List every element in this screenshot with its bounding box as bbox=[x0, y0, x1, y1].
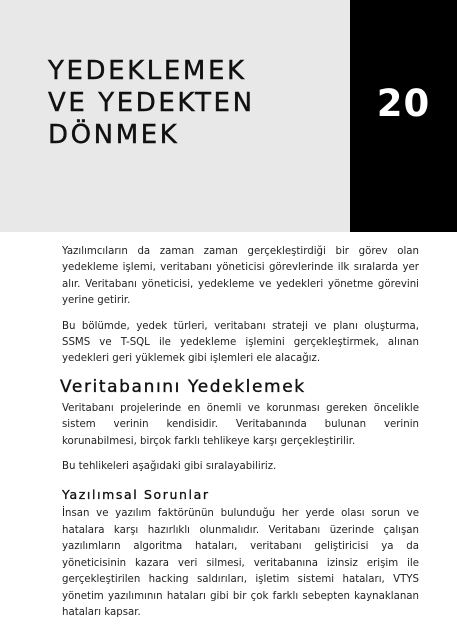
page-content bbox=[62, 244, 419, 630]
intro-paragraph: Yazılımcıların da zaman zaman gerçekleştirdiği bir görev olan yedekleme işlemi, veritabanı yöneticisi görevlerinde ilk sıralarda yer alır. Veritabanı yöneticisi, yedekleme ve yedekleri yönetme görevini yerine getirir. bbox=[62, 246, 419, 307]
chapter-number: 20 bbox=[376, 82, 431, 125]
intro-paragraph: Bu bölümde, yedek türleri, veritabanı strateji ve planı oluşturma, SSMS ve T-SQL ile yedekleme işlemini gerçekleştirmek, alınan yedekleri geri yüklemek gibi işlemleri ele alacağız. bbox=[62, 320, 419, 365]
chapter-title-line: YEDEKLEMEK bbox=[48, 56, 247, 86]
chapter-title bbox=[48, 55, 255, 151]
chapter-title-line: VE YEDEKTEN bbox=[48, 88, 255, 118]
chapter-header-band bbox=[0, 0, 350, 232]
chapter-number-block bbox=[350, 0, 457, 232]
chapter-title-line: DÖNMEK bbox=[48, 120, 180, 150]
section-paragraph: Veritabanı projelerinde en önemli ve korunması gereken öncelikle sistem verinin kendisidir. Veritabanında bulunan verinin korunabilmesi, birçok farklı tehlikeye karşı gerçekleştirilir. bbox=[62, 402, 419, 447]
subsection-paragraph: İnsan ve yazılım faktörünün bulunduğu her yerde olası sorun ve hatalara karşı hazırlıklı olunmalıdır. Veritabanı üzerinde çalışan yazılımların algoritma hataları, veritabanı geliştiricisi ya da yöneticisinin kazara veri silmesi, veritabanına izinsiz erişim ile gerçekleştirilen hacking saldırıları, işletim sistemi hataları, VTYS yönetim yazılımının hataları gibi bir çok farklı sebepten kaynaklanan hataları kapsar. bbox=[62, 508, 419, 618]
subsection-heading: Yazılımsal Sorunlar bbox=[62, 487, 210, 503]
section-heading: Veritabanını Yedeklemek bbox=[60, 376, 306, 397]
section-paragraph: Bu tehlikeleri aşağıdaki gibi sıralayabiliriz. bbox=[62, 461, 277, 473]
